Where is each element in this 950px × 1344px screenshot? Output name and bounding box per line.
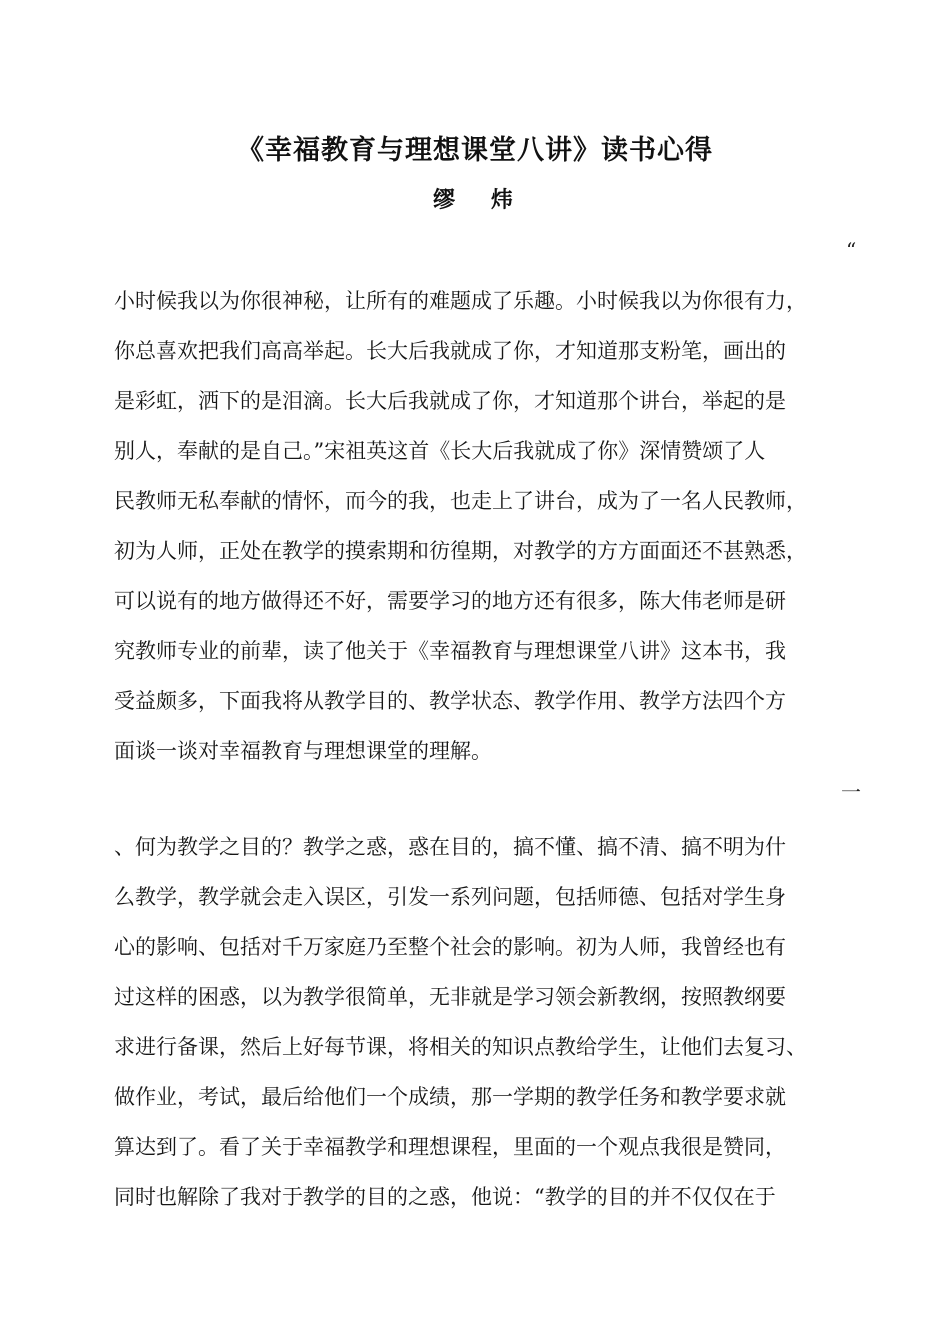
text-line: 心的影响、包括对千万家庭乃至整个社会的影响。初为人师，我曾经也有: [114, 935, 786, 959]
text-line: 做作业，考试，最后给他们一个成绩，那一学期的教学任务和教学要求就: [114, 1085, 786, 1109]
text-line: 、何为教学之目的？教学之惑，惑在目的，搞不懂、搞不清、搞不明为什: [114, 835, 786, 859]
text-line: 同时也解除了我对于教学的目的之惑，他说：“教学的目的并不仅仅在于: [114, 1185, 776, 1209]
text-line: 小时候我以为你很神秘，让所有的难题成了乐趣。小时候我以为你很有力，: [114, 289, 807, 313]
section-number-mark: 一: [841, 780, 861, 804]
text-line: 别人，奉献的是自己。”宋祖英这首《长大后我就成了你》深情赞颂了人: [114, 439, 766, 463]
text-line: 你总喜欢把我们高高举起。长大后我就成了你，才知道那支粉笔，画出的: [114, 339, 786, 363]
text-line: 么教学，教学就会走入误区，引发一系列问题，包括师德、包括对学生身: [114, 885, 786, 909]
author-name: 缪 炜: [433, 187, 527, 213]
paragraph-section-one: [114, 822, 874, 1222]
text-line: 算达到了。看了关于幸福教学和理想课程，里面的一个观点我很是赞同，: [114, 1135, 786, 1159]
opening-quote-mark: “: [846, 238, 857, 262]
text-line: 初为人师，正处在教学的摸索期和彷徨期，对教学的方方面面还不甚熟悉，: [114, 539, 807, 563]
document-title: 《幸福教育与理想课堂八讲》读书心得: [237, 135, 713, 166]
text-line: 受益颇多，下面我将从教学目的、教学状态、教学作用、教学方法四个方: [114, 689, 786, 713]
text-line: 民教师无私奉献的情怀，而今的我，也走上了讲台，成为了一名人民教师，: [114, 489, 807, 513]
paragraph-intro: [114, 276, 874, 776]
text-line: 究教师专业的前辈，读了他关于《幸福教育与理想课堂八讲》这本书，我: [114, 639, 786, 663]
text-line: 面谈一谈对幸福教育与理想课堂的理解。: [114, 739, 492, 763]
text-line: 过这样的困惑，以为教学很简单，无非就是学习领会新教纲，按照教纲要: [114, 985, 786, 1009]
text-line: 求进行备课，然后上好每节课，将相关的知识点教给学生，让他们去复习、: [114, 1035, 807, 1059]
text-line: 是彩虹，洒下的是泪滴。长大后我就成了你，才知道那个讲台，举起的是: [114, 389, 786, 413]
text-line: 可以说有的地方做得还不好，需要学习的地方还有很多，陈大伟老师是研: [114, 589, 786, 613]
